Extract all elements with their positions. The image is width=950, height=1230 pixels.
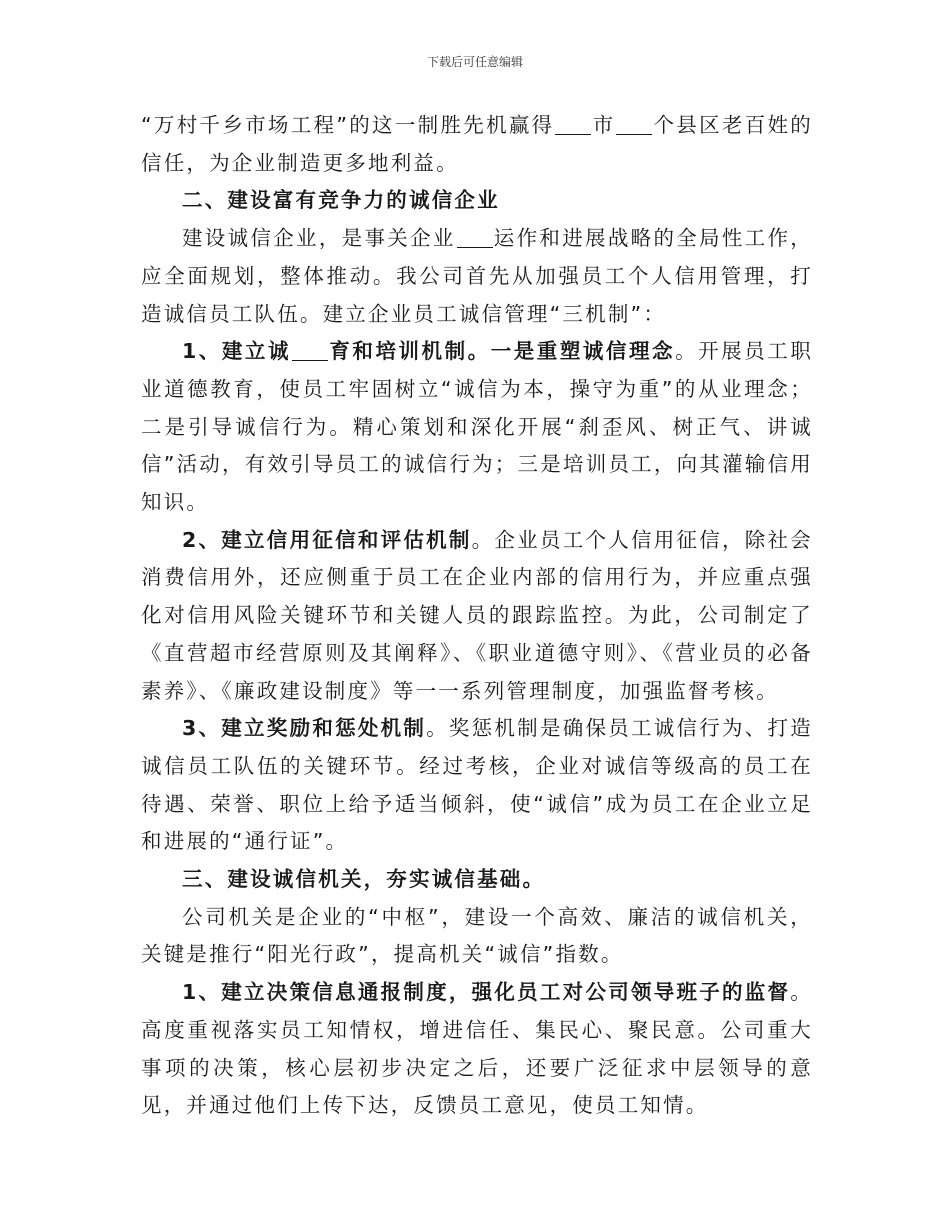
paragraph-4-rest: 。企业员工个人信用征信，除社会消费信用外，还应侧重于员工在企业内部的信用行为，并应重点强化对信用风险关键环节和关键人员的跟踪监控。为此，公司制定了《直营超市经营原则及其阐释》、《职业道德守则》、《营业员的必备素养》、《廉政建设制度》等一一系列管理制度，加强监督考核。 (141, 527, 813, 703)
section-heading-2: 二、建设富有竞争力的诚信企业 (182, 188, 500, 213)
paragraph-3-bold-b: 育和培训机制。一是重塑诚信理念 (329, 339, 676, 364)
fill-blank (457, 227, 493, 248)
paragraph-4 (141, 522, 813, 711)
paragraph-7-bold: 1、建立决策信息通报制度，强化员工对公司领导班子的监督 (182, 980, 791, 1005)
paragraph-1-text-c: 个县区老百姓的信任，为企业制造更多地利益。 (141, 113, 814, 175)
paragraph-3 (141, 333, 813, 522)
paragraph-1-text-a: “万村千乡市场工程”的这一制胜先机赢得 (141, 113, 555, 137)
paragraph-7 (141, 974, 813, 1125)
paragraph-3-bold-a: 1、建立诚 (182, 339, 292, 364)
page-header: 下载后可任意编辑 (426, 55, 523, 69)
paragraph-4-bold: 2、建立信用征信和评估机制 (182, 527, 472, 552)
fill-blank (292, 340, 328, 361)
paragraph-3-rest: 。开展员工职业道德教育，使员工牢固树立“诚信为本，操守为重”的从业理念；二是引导诚信行为。精心策划和深化开展“刹歪风、树正气、讲诚信”活动，有效引导员工的诚信行为；三是培训员工，向其灌输信用知识。 (141, 339, 814, 515)
paragraph-6: 公司机关是企业的“中枢”，建设一个高效、廉洁的诚信机关，关键是推行“阳光行政”，提高机关“诚信”指数。 (141, 904, 813, 967)
paragraph-2-text-a: 建设诚信企业，是事关企业 (182, 226, 456, 251)
paragraph-2 (141, 220, 813, 333)
paragraph-1-text-b: 市 (592, 113, 616, 137)
paragraph-7-rest: 。高度重视落实员工知情权，增进信任、集民心、聚民意。公司重大事项的决策，核心层初步决定之后，还要广泛征求中层领导的意见，并通过他们上传下达，反馈员工意见，使员工知情。 (141, 980, 813, 1118)
paragraph-5-bold: 3、建立奖励和惩处机制 (182, 716, 427, 741)
document-body (141, 107, 813, 1125)
fill-blank (555, 114, 591, 135)
fill-blank (616, 114, 652, 135)
paragraph-5-rest: 。奖惩机制是确保员工诚信行为、打造诚信员工队伍的关键环节。经过考核，企业对诚信等级高的员工在待遇、荣誉、职位上给予适当倾斜，使“诚信”成为员工在企业立足和进展的“通行证”。 (141, 716, 814, 854)
paragraph-1 (141, 107, 813, 182)
section-heading-3: 三、建设诚信机关，夯实诚信基础。 (182, 867, 546, 892)
paragraph-2-text-b: 运作和进展战略的全局性工作，应全面规划，整体推动。我公司首先从加强员工个人信用管理，打造诚信员工队伍。建立企业员工诚信管理“三机制”： (141, 226, 813, 326)
paragraph-5 (141, 710, 813, 861)
